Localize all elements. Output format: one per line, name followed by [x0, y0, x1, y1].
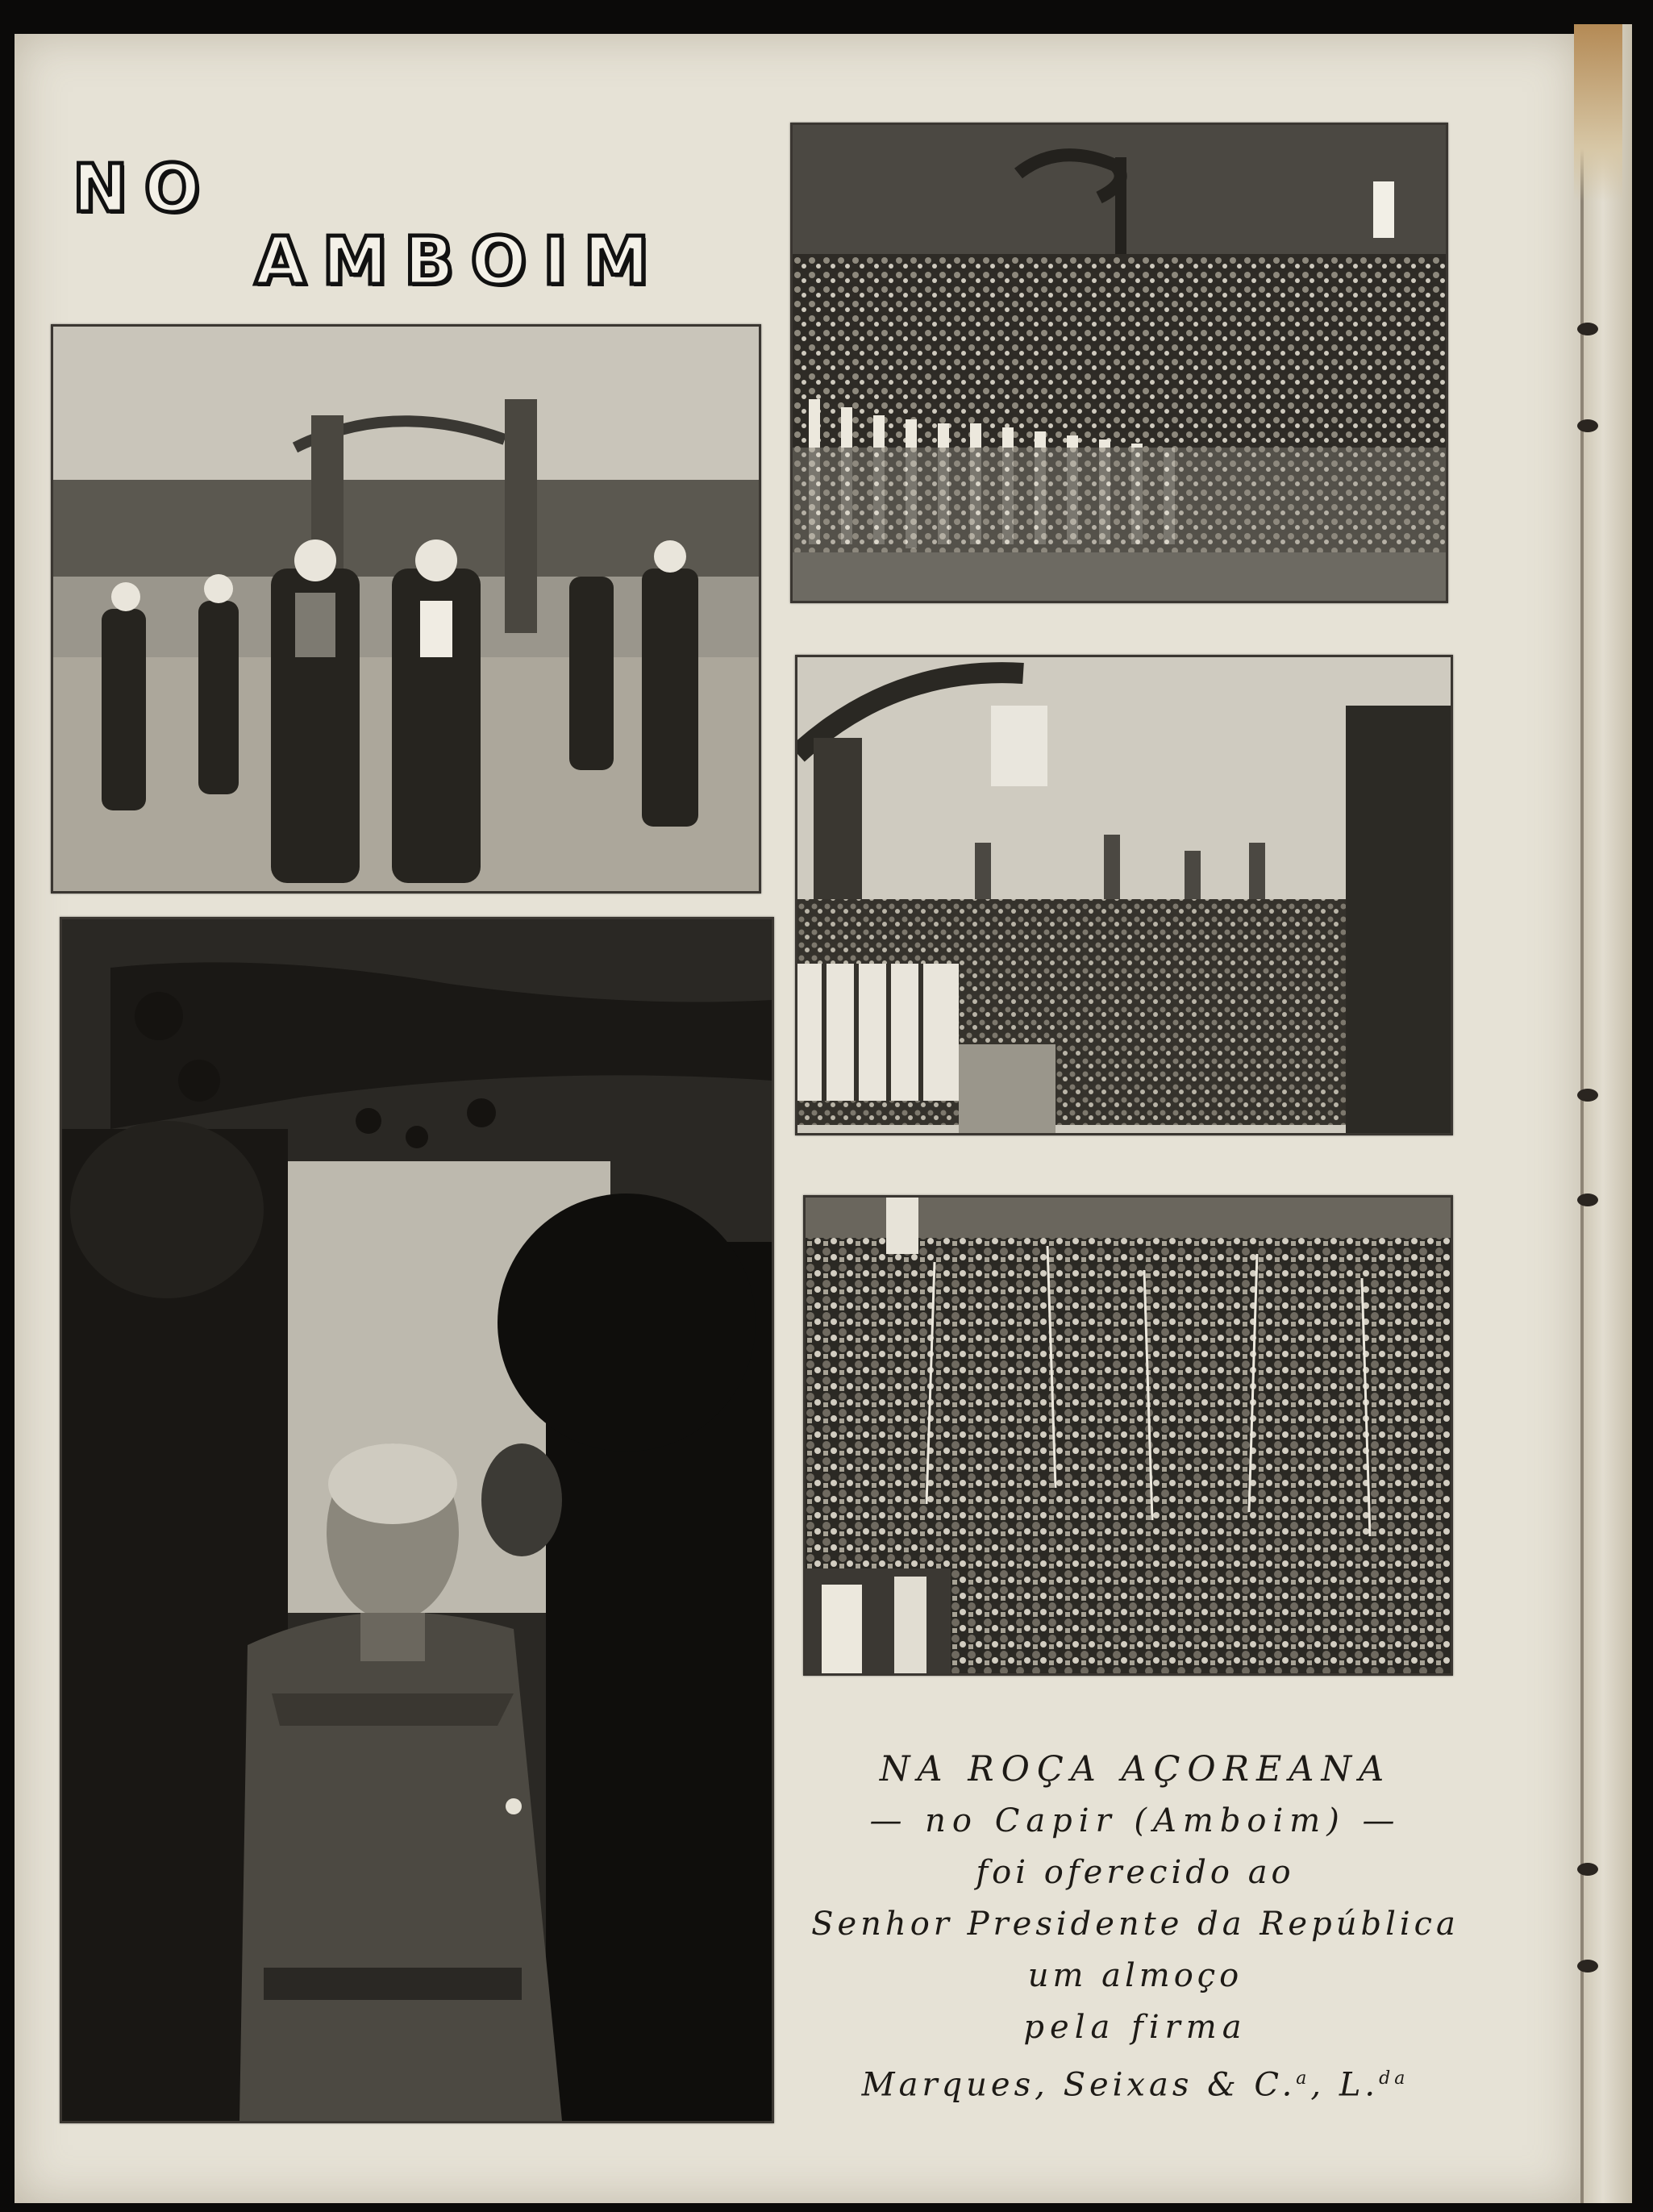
photo-dense-crowd — [803, 1195, 1453, 1676]
company-superscript-2: da — [1379, 2068, 1409, 2089]
caption-line-4: Senhor Presidente da República — [811, 1906, 1459, 1943]
caption-line-6: pela firma — [1023, 2009, 1247, 2046]
caption-line-2: — no Capir (Amboim) — — [869, 1802, 1401, 1839]
company-name: Marques, Seixas & C. — [861, 2066, 1297, 2104]
photo-caption — [789, 1743, 1482, 2110]
caption-line-1: NA ROÇA AÇOREANA — [879, 1749, 1392, 1789]
binding-hole — [1577, 419, 1598, 432]
caption-line-3: foi oferecido ao — [976, 1854, 1295, 1891]
headline-line-2: AMBOIM — [255, 223, 666, 300]
caption-line-5: um almoço — [1027, 1957, 1243, 1994]
binding-hole — [1577, 1089, 1598, 1102]
headline-line-1: NO — [73, 151, 217, 227]
company-superscript-1: a — [1296, 2068, 1311, 2089]
photo-crowd-uniformed-line — [790, 123, 1448, 603]
caption-line-7 — [789, 2053, 1482, 2110]
binding-hole — [1577, 323, 1598, 335]
binding-hole — [1577, 1960, 1598, 1972]
binding-hole — [1577, 1863, 1598, 1876]
company-name-suffix: , L. — [1310, 2066, 1380, 2104]
magazine-page — [15, 34, 1580, 2203]
binding-edge — [1580, 24, 1632, 2203]
torn-corner — [1574, 24, 1622, 202]
photo-procession-arch — [795, 655, 1453, 1135]
binding-hole — [1577, 1193, 1598, 1206]
photo-officials-walking — [51, 324, 761, 894]
photo-general-portrait — [60, 917, 774, 2123]
